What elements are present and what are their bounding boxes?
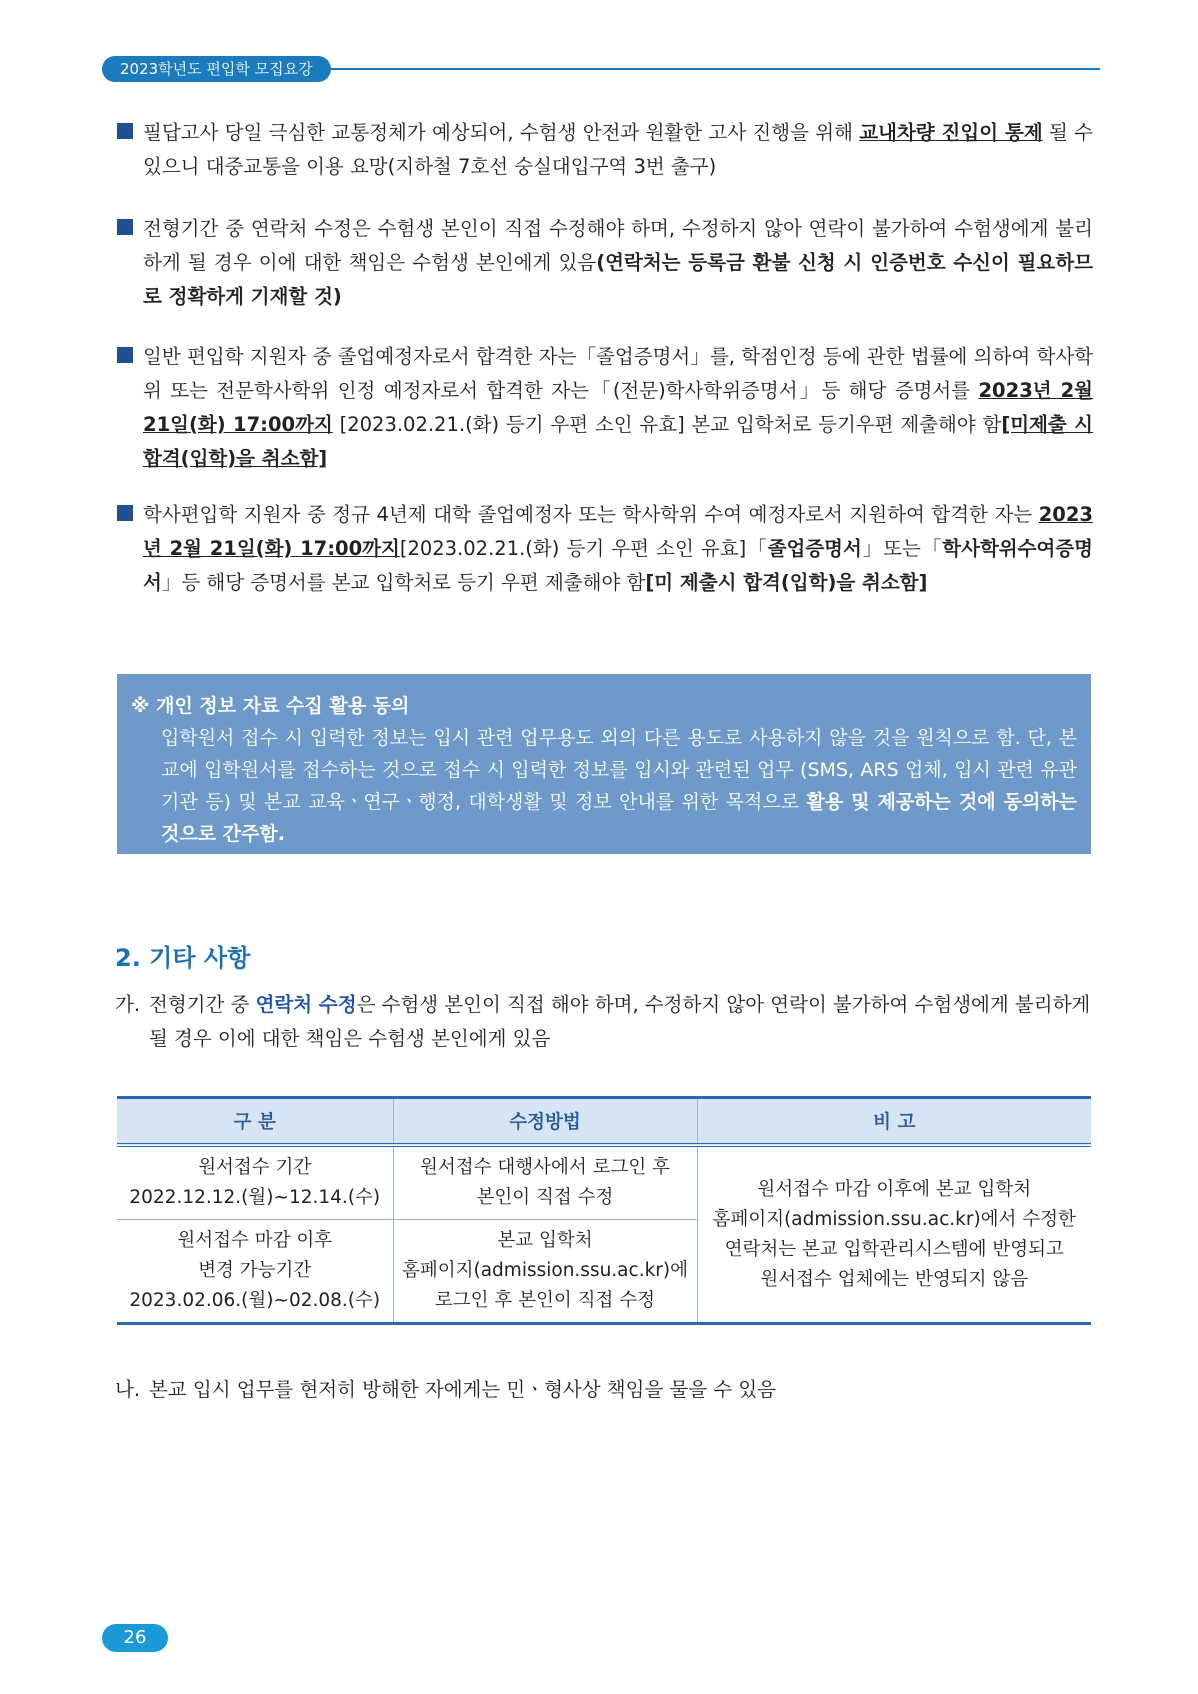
- bullet-item-contact: [117, 212, 1093, 314]
- header-divider: [320, 68, 1100, 70]
- table-cell-method: 원서접수 대행사에서 로그인 후 본인이 직접 수정: [393, 1145, 697, 1220]
- section-item-b: 나. 본교 입시 업무를 현저히 방해한 자에게는 민ㆍ형사상 책임을 물을 수 있음: [115, 1373, 1095, 1407]
- notice-body: 입학원서 접수 시 입력한 정보는 입시 관련 업무용도 외의 다른 용도로 사용하지 않을 것을 원칙으로 함. 단, 본교에 입학원서를 접수하는 것으로 접수 시 입력한 정보를 입시와 관련된 업무 (SMS, ARS 업체, 입시 관련 유관기관 등) 및 본교 교육ㆍ연구ㆍ행정, 대학생활 및 정보 안내를 위한 목적으로 활용 및 제공하는 것에 동의하는 것으로 간주함.: [161, 727, 1078, 845]
- document-header-title: 2023학년도 편입학 모집요강: [102, 56, 331, 82]
- table-cell-period: 원서접수 마감 이후 변경 가능기간 2023.02.06.(월)~02.08.(수): [117, 1220, 393, 1324]
- bullet-text: 전형기간 중 연락처 수정은 수험생 본인이 직접 수정해야 하며, 수정하지 않아 연락이 불가하여 수험생에게 불리하게 될 경우 이에 대한 책임은 수험생 본인에게 있음(연락처는 등록금 환불 신청 시 인증번호 수신이 필요하므로 정확하게 기재할 것): [143, 217, 1094, 308]
- item-label: 가.: [115, 993, 141, 1016]
- notice-title: ※ 개인 정보 자료 수집 활용 동의: [131, 695, 410, 717]
- table-row: [117, 1145, 1091, 1220]
- item-label: 나.: [115, 1378, 141, 1401]
- table-cell-method: 본교 입학처 홈페이지(admission.ssu.ac.kr)에 로그인 후 본인이 직접 수정: [393, 1220, 697, 1324]
- bullet-item-bachelor-transfer: [117, 498, 1093, 600]
- table-header-note: 비 고: [697, 1098, 1091, 1146]
- bullet-item-general-transfer: [117, 340, 1093, 476]
- highlight-contact-edit: 연락처 수정: [255, 993, 357, 1016]
- bullet-text: 일반 편입학 지원자 중 졸업예정자로서 합격한 자는「졸업증명서」를, 학점인정 등에 관한 법률에 의하여 학사학위 또는 전문학사학위 인정 예정자로서 합격한 자는「(전문)학사학위증명서」등 해당 증명서를 2023년 2월 21일(화) 17:00까지 [2023.02.21.(화) 등기 우편 소인 유효] 본교 입학처로 등기우편 제출해야 함[미제출 시 합격(입학)을 취소함]: [143, 345, 1093, 470]
- bullet-text: 필답고사 당일 극심한 교통정체가 예상되어, 수험생 안전과 원활한 고사 진행을 위해 교내차량 진입이 통제 될 수 있으니 대중교통을 이용 요망(지하철 7호선 숭실대입구역 3번 출구): [143, 121, 1093, 178]
- bullet-square-icon: [117, 347, 133, 363]
- bullet-square-icon: [117, 219, 133, 235]
- bullet-square-icon: [117, 505, 133, 521]
- contact-edit-table: [117, 1096, 1091, 1325]
- table-header-row: [117, 1098, 1091, 1146]
- page-number: 26: [102, 1624, 168, 1652]
- bullet-square-icon: [117, 123, 133, 139]
- table-header-category: 구 분: [117, 1098, 393, 1146]
- table-cell-note: 원서접수 마감 이후에 본교 입학처 홈페이지(admission.ssu.ac.kr)에서 수정한 연락처는 본교 입학관리시스템에 반영되고 원서접수 업체에는 반영되지 않음: [697, 1145, 1091, 1324]
- privacy-consent-box: [117, 674, 1091, 854]
- section-title: 2. 기타 사항: [115, 944, 251, 972]
- table-cell-period: 원서접수 기간 2022.12.12.(월)~12.14.(수): [117, 1145, 393, 1220]
- bullet-text: 학사편입학 지원자 중 정규 4년제 대학 졸업예정자 또는 학사학위 수여 예정자로서 지원하여 합격한 자는 2023년 2월 21일(화) 17:00까지[2023.02.21.(화) 등기 우편 소인 유효]「졸업증명서」또는「학사학위수여증명서」등 해당 증명서를 본교 입학처로 등기 우편 제출해야 함[미 제출시 합격(입학)을 취소함]: [143, 503, 1093, 594]
- section-item-a: 가. 전형기간 중 연락처 수정은 수험생 본인이 직접 해야 하며, 수정하지 않아 연락이 불가하여 수험생에게 불리하게 될 경우 이에 대한 책임은 수험생 본인에게 있음: [115, 988, 1095, 1056]
- table-header-method: 수정방법: [393, 1098, 697, 1146]
- bullet-item-traffic: [117, 116, 1093, 184]
